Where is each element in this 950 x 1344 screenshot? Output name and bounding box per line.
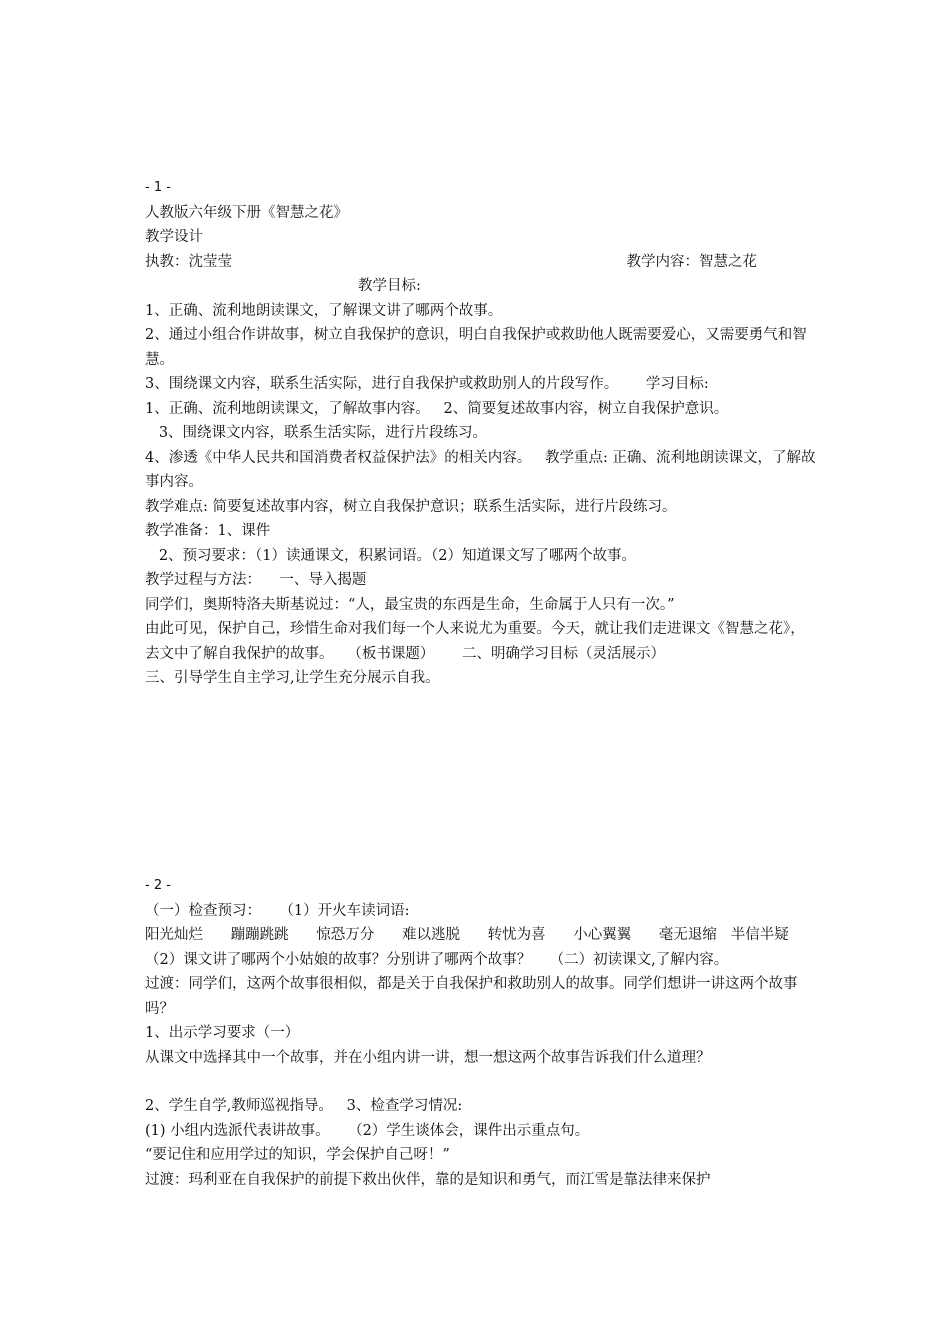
blank-line (145, 1070, 817, 1094)
document-subtitle: 教学设计 (145, 229, 203, 245)
paragraph: 2、学生自学,教师巡视指导。 3、检查学习情况: (145, 1098, 463, 1114)
paragraph: 三、引导学生自主学习,让学生充分展示自我。 (145, 670, 440, 686)
paragraph: 教学难点: 简要复述故事内容，树立自我保护意识；联系生活实际，进行片段练习。 (145, 498, 677, 515)
page-number: - 2 - (145, 878, 171, 893)
paragraph: 3、围绕课文内容，联系生活实际，进行自我保护或救助别人的片段写作。 学习目标: (145, 376, 709, 392)
paragraph: 阳光灿烂 蹦蹦跳跳 惊恐万分 难以逃脱 转忧为喜 小心翼翼 毫无退缩 半信半疑（2）课文讲了哪两个小姑娘的故事？分别讲了哪两个故事？ （二）初读课文,了解内容。 (145, 927, 789, 968)
paragraph: 3、围绕课文内容，联系生活实际，进行片段练习。 (145, 425, 488, 441)
content-line: 教学内容：智慧之花 (626, 253, 757, 270)
goals-heading: 教学目标: (358, 278, 421, 294)
paragraph: 由此可见，保护自己，珍惜生命对我们每一个人来说尤为重要。今天，就让我们走进课文《智慧之花》，去文中了解自我保护的故事。 （板书课题） 二、明确学习目标（灵活展示） (145, 621, 805, 662)
paragraph: 过渡：同学们，这两个故事很相似，都是关于自我保护和救助别人的故事。同学们想讲一讲这两个故事吗？ (145, 976, 798, 1017)
paragraph: 2、通过小组合作讲故事，树立自我保护的意识，明白自我保护或救助他人既需要爱心，又需要勇气和智慧。 (145, 327, 807, 368)
paragraph: 4、渗透《中华人民共和国消费者权益保护法》的相关内容。 教学重点: 正确、流利地朗读课文，了解故事内容。 (145, 449, 816, 490)
paragraph: 教学准备：1、课件 (145, 523, 271, 539)
paragraph: 1、出示学习要求（一） (145, 1025, 300, 1041)
paragraph: （一）检查预习： （1）开火车读词语: (145, 902, 410, 919)
page-2 (145, 874, 817, 1192)
paragraph: 过渡：玛利亚在自我保护的前提下救出伙伴，靠的是知识和勇气，而江雪是靠法律来保护 (145, 1171, 711, 1188)
paragraph: “要记住和应用学过的知识，学会保护自己呀！” (145, 1147, 450, 1163)
paragraph: 1、正确、流利地朗读课文，了解故事内容。 2、简要复述故事内容，树立自我保护意识。 (145, 400, 729, 417)
paragraph: 1、正确、流利地朗读课文，了解课文讲了哪两个故事。 (145, 302, 503, 319)
document-title: 人教版六年级下册《智慧之花》 (145, 204, 348, 221)
paragraph: 2、预习要求：（1）读通课文，积累词语。（2）知道课文写了哪两个故事。 (145, 547, 637, 564)
page-1 (145, 176, 817, 691)
meta-row (145, 250, 817, 275)
paragraph: (1) 小组内选派代表讲故事。 （2）学生谈体会，课件出示重点句。 (145, 1122, 590, 1139)
page-number: - 1 - (145, 180, 171, 195)
paragraph: 从课文中选择其中一个故事，并在小组内讲一讲，想一想这两个故事告诉我们什么道理？ (145, 1049, 711, 1066)
author-line: 执教：沈莹莹 (145, 253, 232, 270)
paragraph: 同学们，奥斯特洛夫斯基说过：“人，最宝贵的东西是生命，生命属于人只有一次。” (145, 596, 675, 613)
paragraph: 教学过程与方法： 一、导入揭题 (145, 572, 367, 588)
